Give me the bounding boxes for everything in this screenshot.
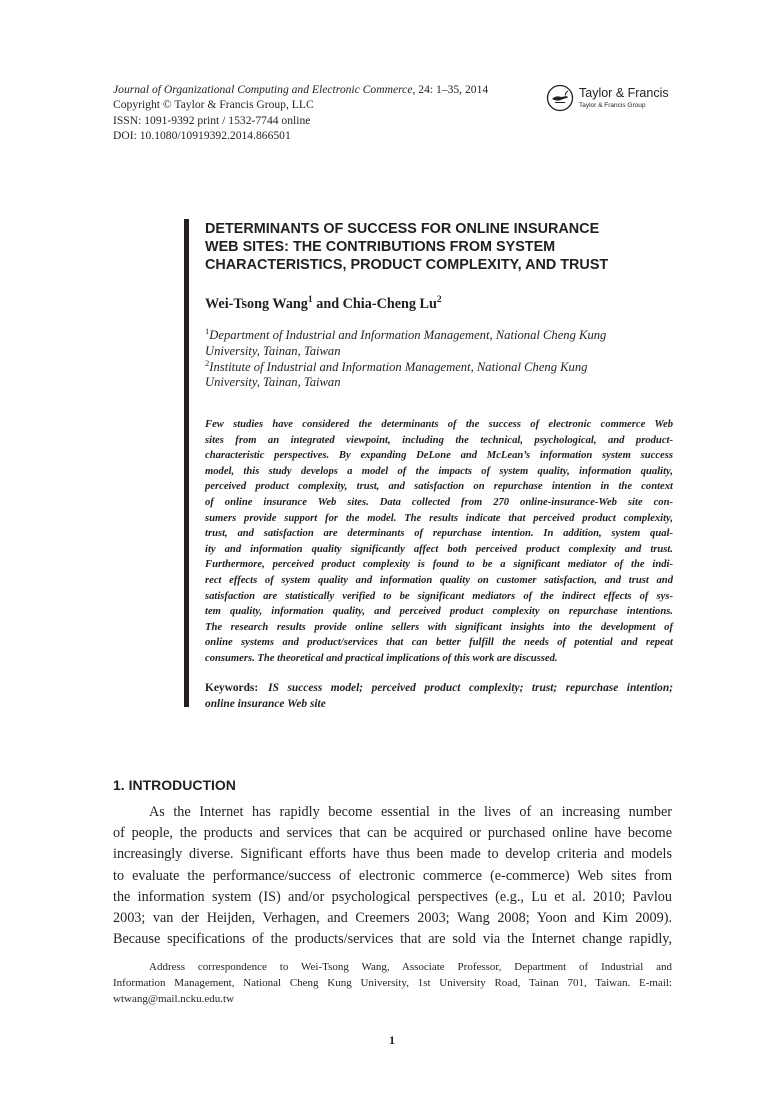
publisher-group: Taylor & Francis Group xyxy=(579,102,646,109)
page-number: 1 xyxy=(389,1033,395,1047)
introduction-paragraph xyxy=(113,802,672,950)
abstract-line: sumers provide support for the model. The results indicate that perceived product complexity, xyxy=(205,512,673,524)
body-line: 2003; van der Heijden, Verhagen, and Creemers 2003; Wang 2008; Yoon and Kim 2009). xyxy=(113,910,672,927)
journal-header xyxy=(113,82,488,144)
abstract-line: satisfaction are statistically verified to be significant mediators of the indirect effects of sys- xyxy=(205,590,673,602)
keywords-label: Keywords: xyxy=(205,682,259,694)
affiliation-marker: 1 xyxy=(307,294,313,305)
affiliation-line xyxy=(205,328,680,344)
affiliation-marker: 2 xyxy=(436,294,442,305)
footnote-line: Address correspondence to Wei-Tsong Wang, Associate Professor, Department of Industrial and xyxy=(149,961,672,973)
footnote-email: wtwang@mail.ncku.edu.tw xyxy=(113,992,235,1005)
keywords xyxy=(205,681,673,712)
affiliation-marker: 1 xyxy=(205,326,210,336)
abstract-line: sites from an integrated viewpoint, including the technical, psychological, and product- xyxy=(205,434,673,446)
body-line: the information system (IS) and/or psychological perspectives (e.g., Lu et al. 2010; Pavlou xyxy=(113,888,672,905)
keywords-text: IS success model; perceived product complexity; trust; repurchase intention; xyxy=(268,682,673,694)
title-line: WEB SITES: THE CONTRIBUTIONS FROM SYSTEM xyxy=(205,239,556,256)
affiliation-text: Department of Industrial and Information Management, National Cheng Kung xyxy=(209,328,607,342)
abstract-line: The research results provide online sellers with significant insights into the development of xyxy=(205,621,673,633)
affiliation-line xyxy=(205,357,680,376)
article-title xyxy=(205,220,685,275)
journal-volume: , 24: 1–35, 2014 xyxy=(412,83,489,96)
issn-line: ISSN: 1091-9392 print / 1532-7744 online xyxy=(113,113,311,127)
abstract-line: of online insurance Web sites. Data collected from 270 online-insurance-Web site con- xyxy=(205,496,673,508)
author-name: Wei-Tsong Wang xyxy=(205,296,308,312)
copyright-line: Copyright © Taylor & Francis Group, LLC xyxy=(113,98,314,112)
affiliation-marker: 2 xyxy=(205,357,210,368)
publisher-logo xyxy=(546,84,686,112)
abstract-line: ity and information quality significantly affect both perceived product complexity and trust. xyxy=(205,543,673,555)
abstract-line: trust, and satisfaction are determinants of repurchase intention. In addition, system qual- xyxy=(205,528,673,540)
abstract-line: perceived product complexity, trust, and satisfaction on repurchase intention in the context xyxy=(205,481,673,493)
affiliation-line: University, Tainan, Taiwan xyxy=(205,343,341,358)
publisher-name: Taylor & Francis xyxy=(579,86,669,100)
abstract-line: consumers. The theoretical and practical implications of this work are discussed. xyxy=(205,652,558,664)
body-line: to evaluate the performance/success of electronic commerce (e-commerce) Web sites from xyxy=(113,867,672,884)
section-heading: 1. INTRODUCTION xyxy=(113,777,236,793)
correspondence-footnote xyxy=(113,960,672,1007)
author-list xyxy=(205,296,442,313)
journal-name: Journal of Organizational Computing and Electronic Commerce xyxy=(113,83,413,96)
body-line: As the Internet has rapidly become essential in the lives of an increasing number xyxy=(149,804,672,820)
doi-line: DOI: 10.1080/10919392.2014.866501 xyxy=(113,129,291,143)
body-line: increasingly diverse. Significant efforts have thus been made to develop criteria and models xyxy=(113,846,672,863)
abstract-line: online systems and product/services that can better fulfill the needs of potential and repeat xyxy=(205,637,673,649)
abstract-line: Furthermore, perceived product complexity is found to be a significant mediator of the indi- xyxy=(205,559,673,571)
affiliations xyxy=(205,328,680,391)
lamp-logo-icon xyxy=(546,84,574,112)
keywords-line xyxy=(205,681,673,697)
abstract-line: characteristic perspectives. By expanding DeLone and McLean’s information system success xyxy=(205,450,673,462)
keywords-text: online insurance Web site xyxy=(205,697,326,710)
body-line: of people, the products and services that can be acquired or purchased online have become xyxy=(113,825,672,842)
abstract-line: model, this study develops a model of the impacts of system quality, information quality, xyxy=(205,465,673,477)
abstract-line: rect effects of system quality and information quality on customer satisfaction, and trust and xyxy=(205,574,673,586)
affiliation-text: Institute of Industrial and Information Management, National Cheng Kung xyxy=(209,359,588,374)
journal-citation xyxy=(113,82,488,97)
abstract xyxy=(205,417,673,667)
abstract-line: Few studies have considered the determinants of the success of electronic commerce Web xyxy=(205,419,673,430)
author-name: and Chia-Cheng Lu xyxy=(316,296,437,312)
title-rule-bar xyxy=(184,219,189,707)
abstract-line: tem quality, information quality, and perceived product complexity on repurchase intentions. xyxy=(205,606,673,618)
title-line: DETERMINANTS OF SUCCESS FOR ONLINE INSURANCE xyxy=(205,221,600,237)
footnote-line: Information Management, National Cheng Kung University, 1st University Road, Tainan 701, Taiwan. E-mail: xyxy=(113,976,672,989)
affiliation-line: University, Tainan, Taiwan xyxy=(205,375,341,390)
title-line: CHARACTERISTICS, PRODUCT COMPLEXITY, AND TRUST xyxy=(205,257,609,274)
body-line: Because specifications of the products/services that are sold via the Internet change rapidly, xyxy=(113,931,672,948)
